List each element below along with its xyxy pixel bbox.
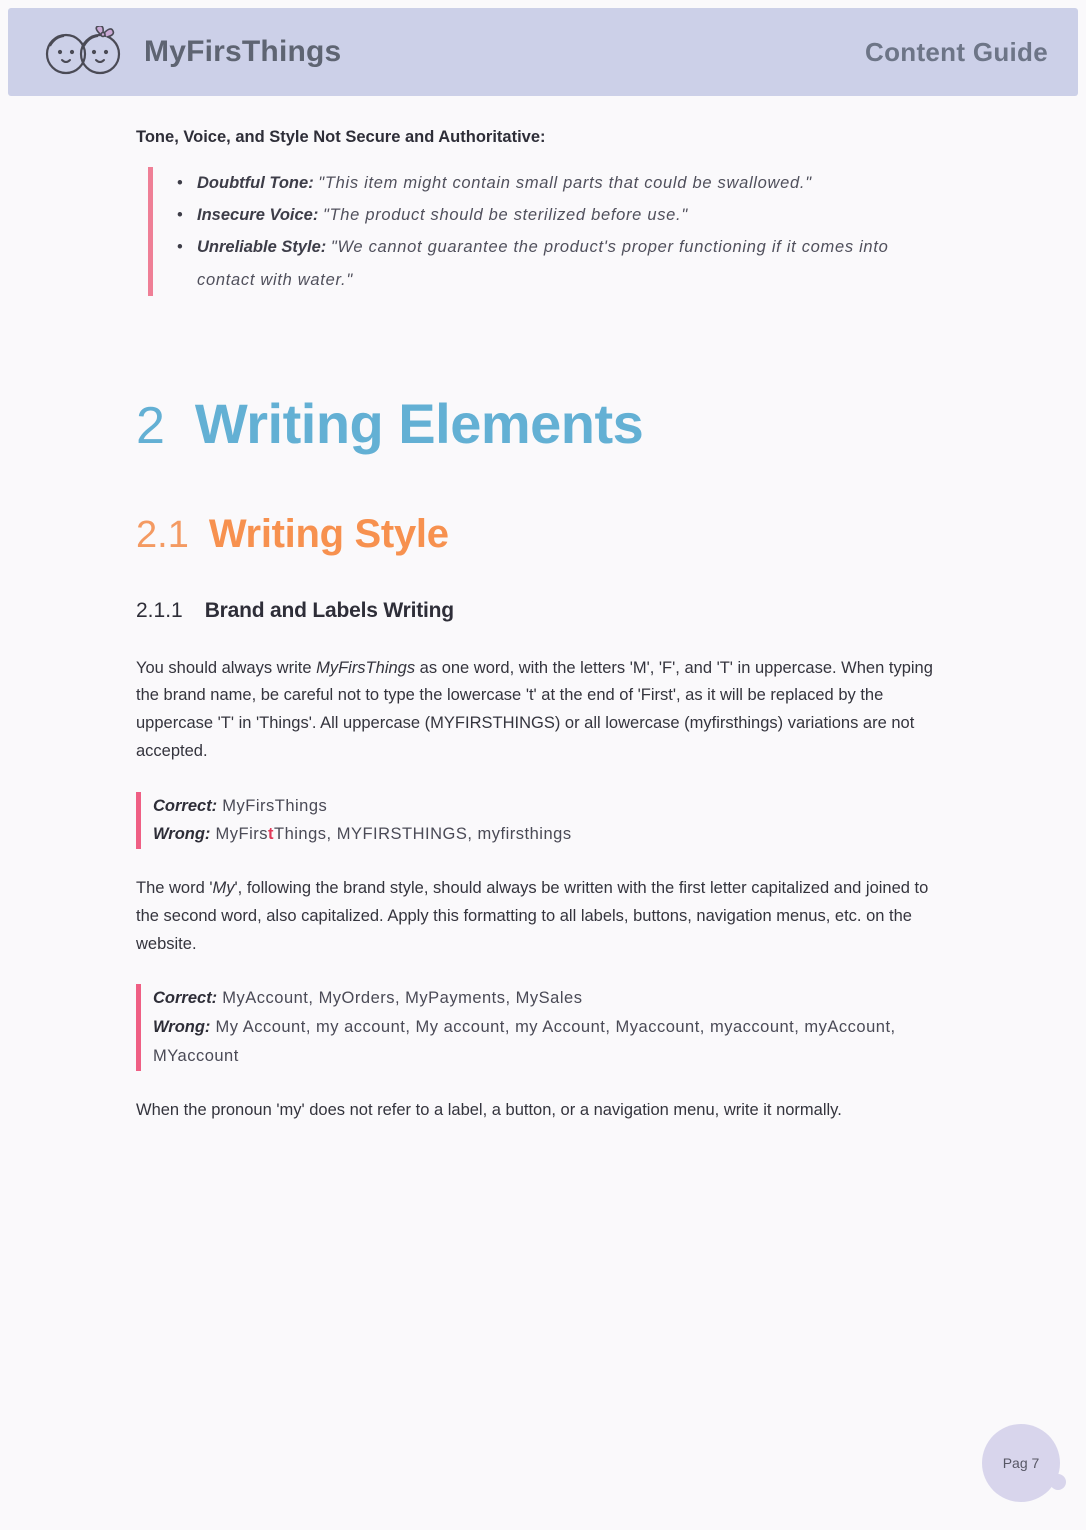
correct-text: MyFirsThings (222, 796, 328, 815)
brand-inline: MyFirsThings (316, 658, 416, 677)
paragraph-text: The word ' (136, 879, 213, 898)
callout-correct-line (153, 984, 946, 1013)
intro-quote-block (148, 167, 946, 296)
page-number-label: Pag 7 (1002, 1455, 1040, 1471)
wrong-tag: Wrong: (153, 825, 211, 844)
list-item-lead: Unreliable Style: (197, 238, 327, 257)
subsection-title: Brand and Labels Writing (204, 598, 454, 622)
section-title: Writing Style (208, 511, 449, 556)
wrong-text-highlight: t (268, 825, 275, 844)
header-title: Content Guide (865, 36, 1048, 67)
chapter-number: 2 (136, 396, 165, 455)
wrong-tag: Wrong: (153, 1018, 211, 1037)
wrong-text: My Account, my account, My account, my Account, Myaccount, myaccount, myAccount, MYaccount (153, 1018, 896, 1066)
callout-my-examples (136, 984, 946, 1071)
list-item-lead: Insecure Voice: (197, 206, 319, 225)
paragraph-text: as one word, with the letters 'M', 'F', and 'T' in uppercase. When typing the brand name, be careful not to type the lowercase 't' at the end of 'First', as it will be replaced by the uppercase 'T' in 'Things'. All uppercase (MYFIRSTHINGS) or all lowercase (myfirsthings) variations are not accepted. (136, 658, 933, 760)
brand-lockup (38, 26, 341, 78)
list-item (175, 167, 946, 199)
callout-correct-line (153, 792, 946, 821)
wrong-text-pre: MyFirs (215, 825, 269, 844)
section-number: 2.1 (136, 513, 189, 556)
subsection-heading (136, 599, 946, 623)
brand-name: MyFirsThings (144, 35, 342, 68)
wrong-text-post: Things, MYFIRSTHINGS, myfirsthings (274, 825, 572, 844)
paragraph-my-rules (136, 875, 946, 958)
paragraph-pronoun-rule: When the pronoun 'my' does not refer to a label, a button, or a navigation menu, write it normally. (136, 1101, 842, 1120)
correct-text: MyAccount, MyOrders, MyPayments, MySales (222, 989, 583, 1008)
section-heading (136, 512, 946, 557)
paragraph-text: ', following the brand style, should always be written with the first letter capitalized and joined to the second word, also capitalized. Apply this formatting to all labels, buttons, navigation menus, etc. on the website. (136, 879, 929, 953)
intro-list (175, 167, 946, 296)
list-item-text: "The product should be sterilized before use." (322, 206, 688, 225)
two-baby-faces-icon (38, 26, 130, 78)
callout-wrong-line (153, 1013, 946, 1071)
correct-tag: Correct: (153, 989, 218, 1008)
list-item-text: "We cannot guarantee the product's proper functioning if it comes into contact with water." (197, 238, 889, 289)
list-item (175, 199, 946, 231)
page-number-badge (982, 1424, 1060, 1502)
paragraph-text: You should always write (136, 658, 317, 677)
my-inline: My (212, 879, 235, 898)
callout-wrong-line (153, 820, 946, 849)
chapter-title: Writing Elements (194, 391, 644, 455)
paragraph-brand-rules (136, 655, 946, 766)
list-item-lead: Doubtful Tone: (197, 174, 314, 192)
intro-title: Tone, Voice, and Style Not Secure and Authoritative: (136, 128, 546, 146)
subsection-number: 2.1.1 (136, 598, 183, 622)
list-item (175, 231, 946, 295)
correct-tag: Correct: (153, 796, 218, 815)
callout-brand-examples (136, 792, 946, 850)
page-header (8, 8, 1078, 96)
list-item-text: "This item might contain small parts that could be swallowed." (318, 174, 812, 192)
chapter-heading (136, 391, 946, 456)
page-content (136, 128, 946, 1125)
